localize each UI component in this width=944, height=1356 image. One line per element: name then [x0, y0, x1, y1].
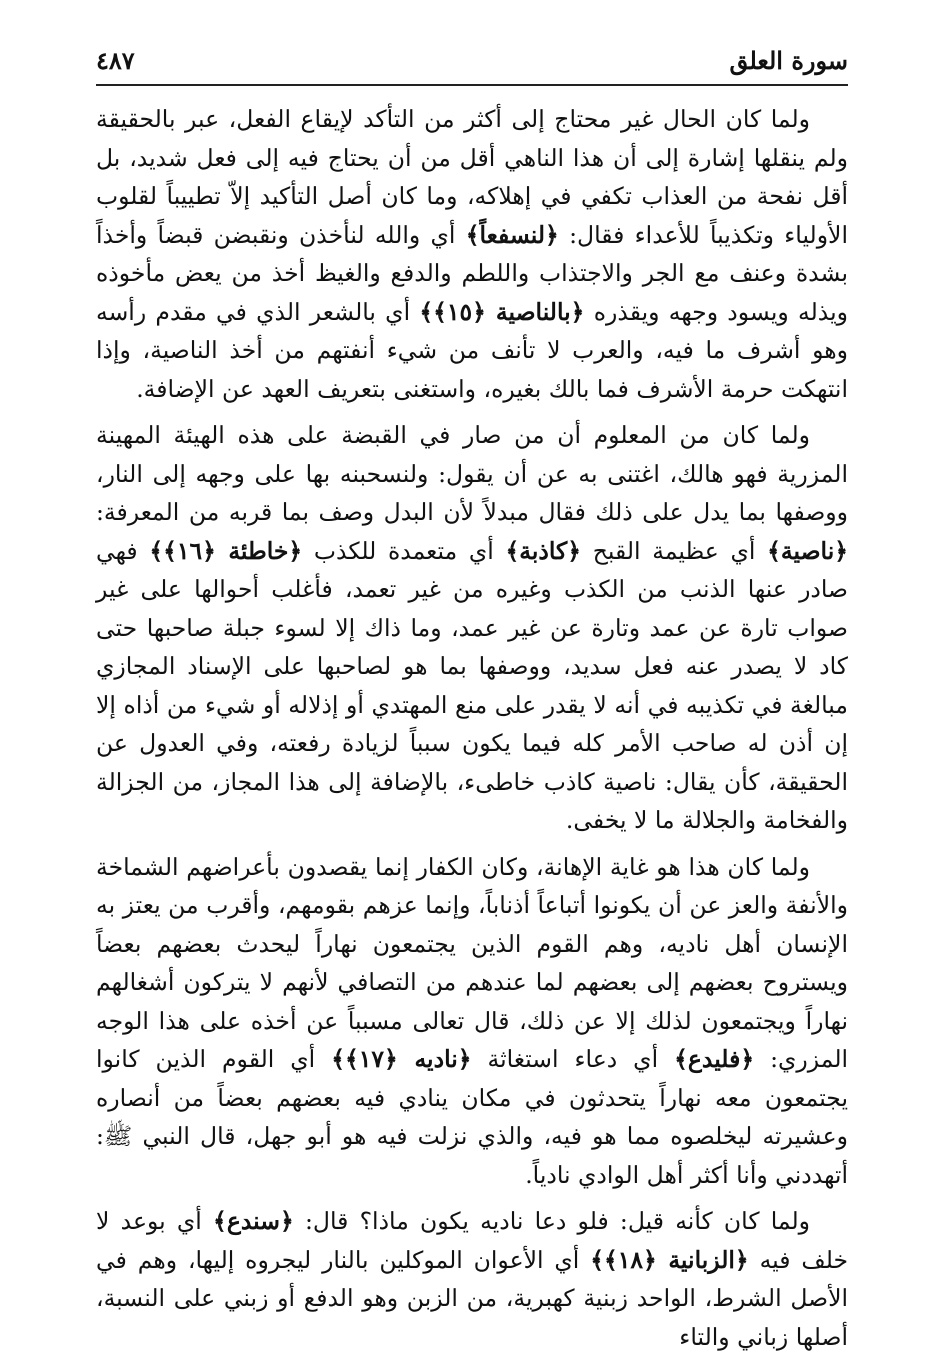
quran-quote: ﴿فليدع﴾: [674, 1045, 755, 1073]
quran-quote: ﴿خاطئة ﴿١٦﴾﴾: [149, 536, 303, 565]
quran-quote: ﴿ناديه ﴿١٧﴾﴾: [331, 1045, 472, 1073]
paragraph: [96, 416, 848, 840]
body-text: [96, 100, 848, 1356]
text-run: ولما كان كأنه قيل: فلو دعا ناديه يكون ماذا؟ قال:: [293, 1207, 810, 1235]
text-run: أي دعاء استغاثة: [471, 1045, 675, 1073]
quran-quote: ﴿بالناصية ﴿١٥﴾﴾: [419, 297, 585, 326]
text-run: أي عظيمة القبح: [581, 536, 768, 565]
quran-quote: ﴿سندع﴾: [213, 1207, 294, 1235]
paragraph: [96, 1202, 848, 1356]
quran-quote: ﴿ناصية﴾: [767, 536, 849, 565]
quran-quote: ﴿كاذبة﴾: [505, 536, 582, 565]
text-run: أي متعمدة للكذب: [302, 536, 506, 565]
text-run: أي بالشعر الذي في مقدم رأسه وهو أشرف ما فيه، والعرب لا تأنف من شيء أنفتهم من أخذ الناصية، وإذا انتهكت حرمة الأشرف فما بالك بغيره، واستغنى بتعريف العهد عن الإضافة.: [96, 297, 848, 403]
running-title: سورة العلق: [729, 46, 848, 75]
text-run: أي بوعد لا خلف فيه: [96, 1207, 848, 1274]
text-run: ولما كان الحال غير محتاج إلى أكثر من التأكد لإيقاع الفعل، عبر بالحقيقة ولم ينقلها إشارة إلى أن هذا الناهي أقل من أن يحتاج فيه إلى فعل شديد، بل أقل نفحة من العذاب تكفي في إهلاكه، وما كان أصل التأكيد إلاّ تطييباً لقلوب الأولياء وتكذيباً للأعداء فقال:: [96, 105, 849, 249]
text-run: أي القوم الذين كانوا يجتمعون معه نهاراً يتحدثون في مكان ينادي فيه بعضهم بعضاً من أنصاره وعشيرته ليخلصوه مما هو فيه، والذي نزلت فيه هو أبو جهل، قال النبي ﷺ: أتهددني وأنا أكثر أهل الوادي نادياً.: [96, 1045, 848, 1189]
text-run: ولما كان هذا هو غاية الإهانة، وكان الكفار إنما يقصدون بأعراضهم الشماخة والأنفة والعز عن أن يكونوا أتباعاً أذناباً، وإنما عزهم بقومهم، وأقرب من يعتز به الإنسان أهل ناديه، وهم القوم الذين يجتمعون نهاراً ليحدث بعضهم بعضاً ويستروح بعضهم إلى بعضهم لما عندهم من التصافي لأنهم لا يتركون أشغالهم نهاراً ويجتمعون لذلك إلا عن ذلك، قال تعالى مسبباً عن أخذه على هذا الوجه المزري:: [96, 852, 849, 1073]
page-header: [96, 38, 848, 86]
quran-quote: ﴿الزبانية ﴿١٨﴾﴾: [590, 1245, 749, 1274]
paragraph: [96, 848, 848, 1195]
text-run: أي الأعوان الموكلين بالنار ليجروه إليها، وهم في الأصل الشرط، الواحد زبنية كهبرية، من الزبن وهو الدفع أو زبني على النسبة، أصلها زباني والتاء: [96, 1245, 848, 1351]
text-run: فهي صادر عنها الذنب من الكذب وغيره من غير تعمد، فأغلب أحوالها على غير صواب تارة عن عمد وتارة عن غير عمد، وما ذاك إلا لسوء جبلة صاحبها حتى كاد لا يصدر عنه فعل سديد، ووصفها بما هو لصاحبها على الإسناد المجازي مبالغة في تكذيبه في أنه لا يقدر على منع المهتدي أو إذلاله أو شيء من أذاه إلا إن أذن له صاحب الأمر كله فيما يكون سبباً لزيادة رفعته، وفي العدول عن الحقيقة، كأن يقال: ناصية كاذب خاطىء، بالإضافة إلى هذا المجاز، من الجزالة والفخامة والجلالة ما لا يخفى.: [96, 536, 848, 834]
text-run: أي والله لنأخذن ونقبضن قبضاً وأخذاً بشدة وعنف مع الجر والاجتذاب واللطم والدفع والغيظ أخذ من يعض مأخوذه ويذله ويسود وجهه ويقذره: [96, 220, 849, 326]
paragraph: [96, 100, 848, 408]
text-run: ولما كان من المعلوم أن من صار في القبضة على هذه الهيئة المهينة المزرية فهو هالك، اغتنى به عن أن يقول: ولنسحبنه بها على وجهه إلى النار، ووصفها بما يدل على ذلك فقال مبدلاً لأن البدل وصف بما قربه من المعرفة:: [96, 421, 848, 526]
page-number: ٤٨٧: [96, 46, 135, 75]
quran-quote: ﴿لنسفعاً﴾: [465, 220, 559, 249]
